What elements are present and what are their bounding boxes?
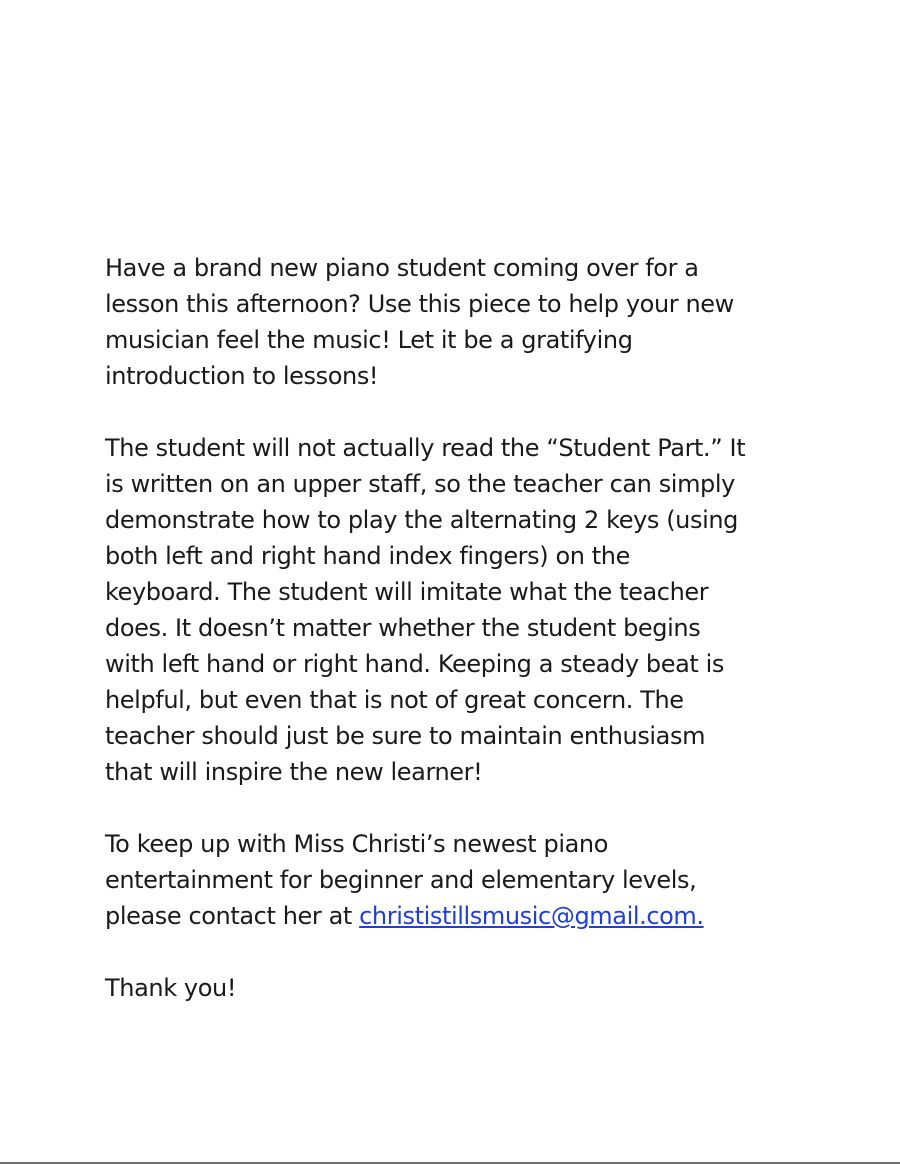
text-line: To keep up with Miss Christi’s newest piano bbox=[105, 830, 609, 858]
closing-paragraph bbox=[105, 970, 825, 1006]
contact-line bbox=[105, 898, 825, 934]
text-line: both left and right hand index fingers) on the bbox=[105, 542, 630, 570]
text-line: introduction to lessons! bbox=[105, 362, 379, 390]
email-link[interactable]: christistillsmusic@gmail.com. bbox=[359, 902, 704, 930]
text-line: does. It doesn’t matter whether the student begins bbox=[105, 614, 701, 642]
text-line: that will inspire the new learner! bbox=[105, 758, 483, 786]
contact-paragraph bbox=[105, 826, 825, 934]
text-line: keyboard. The student will imitate what the teacher bbox=[105, 578, 709, 606]
text-line: teacher should just be sure to maintain enthusiasm bbox=[105, 722, 706, 750]
text-line: is written on an upper staff, so the teacher can simply bbox=[105, 470, 735, 498]
text-line: musician feel the music! Let it be a gratifying bbox=[105, 326, 633, 354]
text-line: helpful, but even that is not of great concern. The bbox=[105, 686, 684, 714]
contact-prefix: please contact her at bbox=[105, 902, 360, 930]
text-line: Have a brand new piano student coming over for a bbox=[105, 254, 699, 282]
text-line: demonstrate how to play the alternating 2 keys (using bbox=[105, 506, 738, 534]
text-line: with left hand or right hand. Keeping a steady beat is bbox=[105, 650, 725, 678]
text-line: entertainment for beginner and elementary levels, bbox=[105, 866, 697, 894]
document-body bbox=[105, 250, 825, 1042]
closing-text: Thank you! bbox=[105, 974, 237, 1002]
instructions-paragraph bbox=[105, 430, 825, 790]
text-line: The student will not actually read the “Student Part.” It bbox=[105, 434, 746, 462]
intro-paragraph bbox=[105, 250, 825, 394]
text-line: lesson this afternoon? Use this piece to help your new bbox=[105, 290, 734, 318]
